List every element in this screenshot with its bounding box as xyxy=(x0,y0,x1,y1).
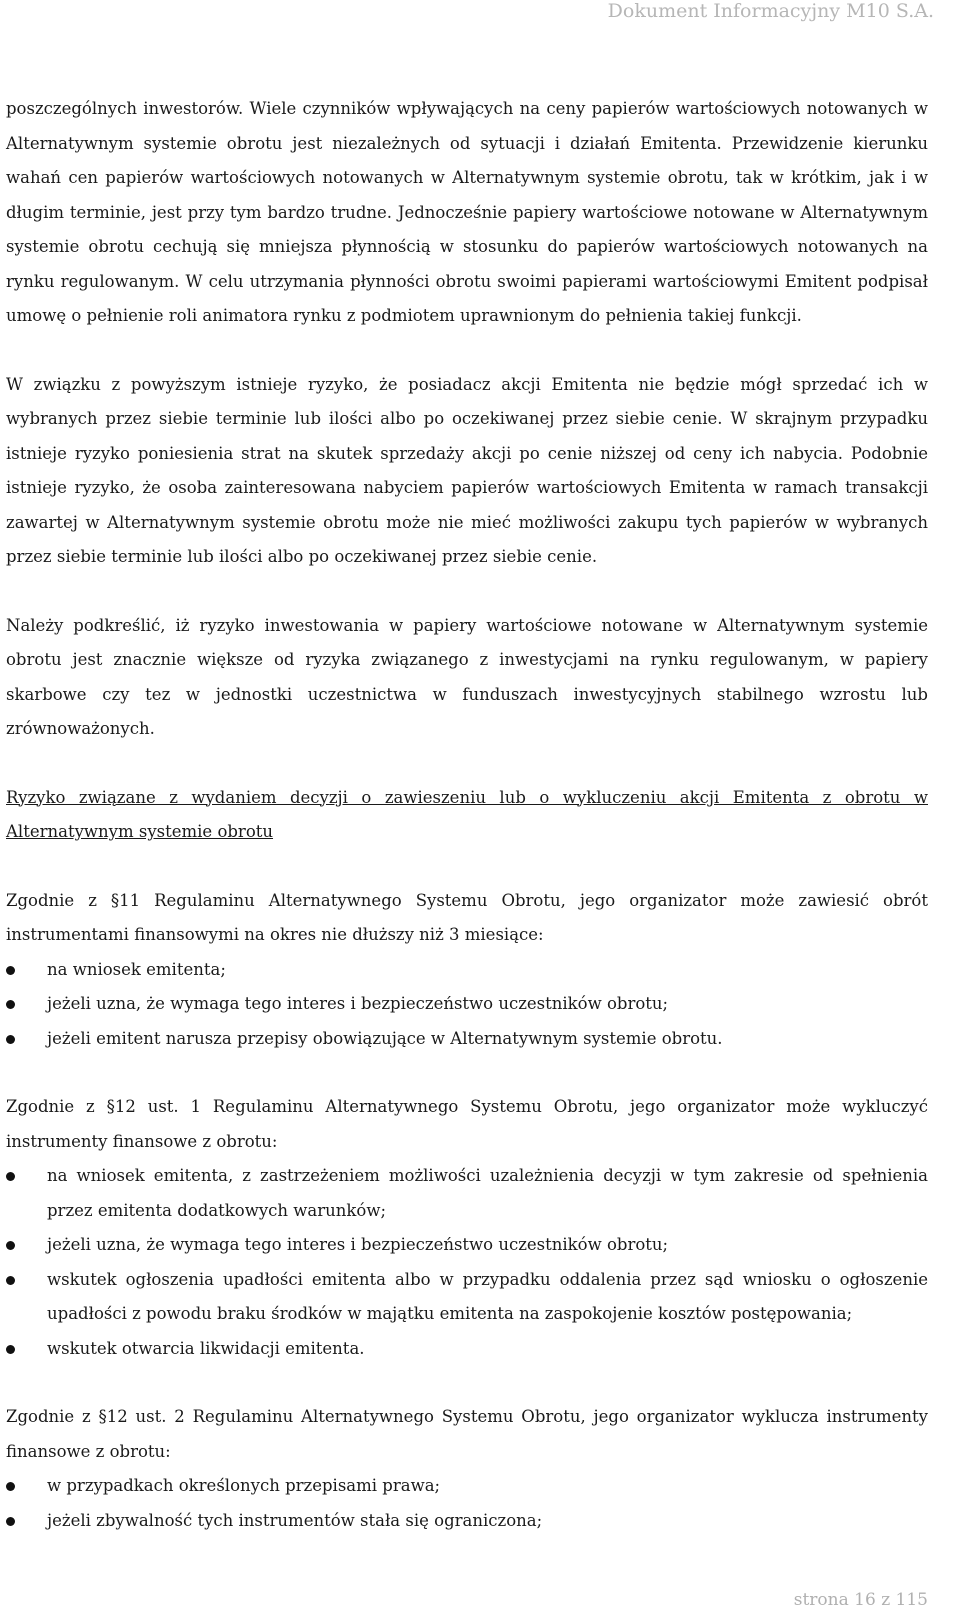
bullet-icon xyxy=(6,1241,15,1250)
document-header-title: Dokument Informacyjny M10 S.A. xyxy=(607,0,934,22)
list-item: jeżeli zbywalność tych instrumentów stała się ograniczona; xyxy=(6,1504,928,1539)
list-item: na wniosek emitenta; xyxy=(6,953,928,988)
block2-list xyxy=(6,1159,928,1366)
block3-list xyxy=(6,1469,928,1538)
block3-intro: Zgodnie z §12 ust. 2 Regulaminu Alternatywnego Systemu Obrotu, jego organizator wyklucza instrumenty finansowe z obrotu: xyxy=(6,1407,928,1461)
bullet-icon xyxy=(6,966,15,975)
list-item: wskutek ogłoszenia upadłości emitenta albo w przypadku oddalenia przez sąd wniosku o ogłoszenie upadłości z powodu braku środków w majątku emitenta na zaspokojenie kosztów postępowania; xyxy=(6,1263,928,1332)
list-item: w przypadkach określonych przepisami prawa; xyxy=(6,1469,928,1504)
bullet-icon xyxy=(6,1517,15,1526)
list-item: na wniosek emitenta, z zastrzeżeniem możliwości uzależnienia decyzji w tym zakresie od spełnienia przez emitenta dodatkowych warunków; xyxy=(6,1159,928,1228)
bullet-icon xyxy=(6,1172,15,1181)
bullet-icon xyxy=(6,1035,15,1044)
paragraph-risk-comparison: Należy podkreślić, iż ryzyko inwestowania w papiery wartościowe notowane w Alternatywnym systemie obrotu jest znacznie większe od ryzyka związanego z inwestycjami na rynku regulowanym, w papiery skarbowe czy tez w jednostki uczestnictwa w funduszach inwestycyjnych stabilnego wzrostu lub zrównoważonych. xyxy=(6,615,928,738)
paragraph-liquidity: poszczególnych inwestorów. Wiele czynników wpływających na ceny papierów wartościowych notowanych w Alternatywnym systemie obrotu jest niezależnych od sytuacji i działań Emitenta. Przewidzenie kierunku wahań cen papierów wartościowych notowanych w Alternatywnym systemie obrotu, tak w krótkim, jak i w długim terminie, jest przy tym bardzo trudne. Jednocześnie papiery wartościowe notowane w Alternatywnym systemie obrotu cechują się mniejsza płynnością w stosunku do papierów wartościowych notowanych na rynku regulowanym. W celu utrzymania płynności obrotu swoimi papierami wartościowymi Emitent podpisał umowę o pełnienie roli animatora rynku z podmiotem uprawnionym do pełnienia takiej funkcji. xyxy=(6,99,928,325)
list-item: jeżeli emitent narusza przepisy obowiązujące w Alternatywnym systemie obrotu. xyxy=(6,1022,928,1057)
list-item: jeżeli uzna, że wymaga tego interes i bezpieczeństwo uczestników obrotu; xyxy=(6,1228,928,1263)
block2-intro: Zgodnie z §12 ust. 1 Regulaminu Alternatywnego Systemu Obrotu, jego organizator może wykluczyć instrumenty finansowe z obrotu: xyxy=(6,1097,928,1151)
document-body xyxy=(6,92,928,1538)
bullet-icon xyxy=(6,1482,15,1491)
page-number: strona 16 z 115 xyxy=(793,1590,928,1610)
bullet-icon xyxy=(6,1345,15,1354)
list-item: wskutek otwarcia likwidacji emitenta. xyxy=(6,1332,928,1367)
bullet-icon xyxy=(6,1000,15,1009)
bullet-icon xyxy=(6,1276,15,1285)
block1-intro: Zgodnie z §11 Regulaminu Alternatywnego Systemu Obrotu, jego organizator może zawiesić obrót instrumentami finansowymi na okres nie dłuższy niż 3 miesiące: xyxy=(6,890,928,944)
list-item: jeżeli uzna, że wymaga tego interes i bezpieczeństwo uczestników obrotu; xyxy=(6,987,928,1022)
block1-list xyxy=(6,953,928,1057)
section-heading: Ryzyko związane z wydaniem decyzji o zawieszeniu lub o wykluczeniu akcji Emitenta z obrotu w Alternatywnym systemie obrotu xyxy=(6,787,928,841)
paragraph-sale-risk: W związku z powyższym istnieje ryzyko, że posiadacz akcji Emitenta nie będzie mógł sprzedać ich w wybranych przez siebie terminie lub ilości albo po oczekiwanej przez siebie cenie. W skrajnym przypadku istnieje ryzyko poniesienia strat na skutek sprzedaży akcji po cenie niższej od ceny ich nabycia. Podobnie istnieje ryzyko, że osoba zainteresowana nabyciem papierów wartościowych Emitenta w ramach transakcji zawartej w Alternatywnym systemie obrotu może nie mieć możliwości zakupu tych papierów w wybranych przez siebie terminie lub ilości albo po oczekiwanej przez siebie cenie. xyxy=(6,374,928,566)
